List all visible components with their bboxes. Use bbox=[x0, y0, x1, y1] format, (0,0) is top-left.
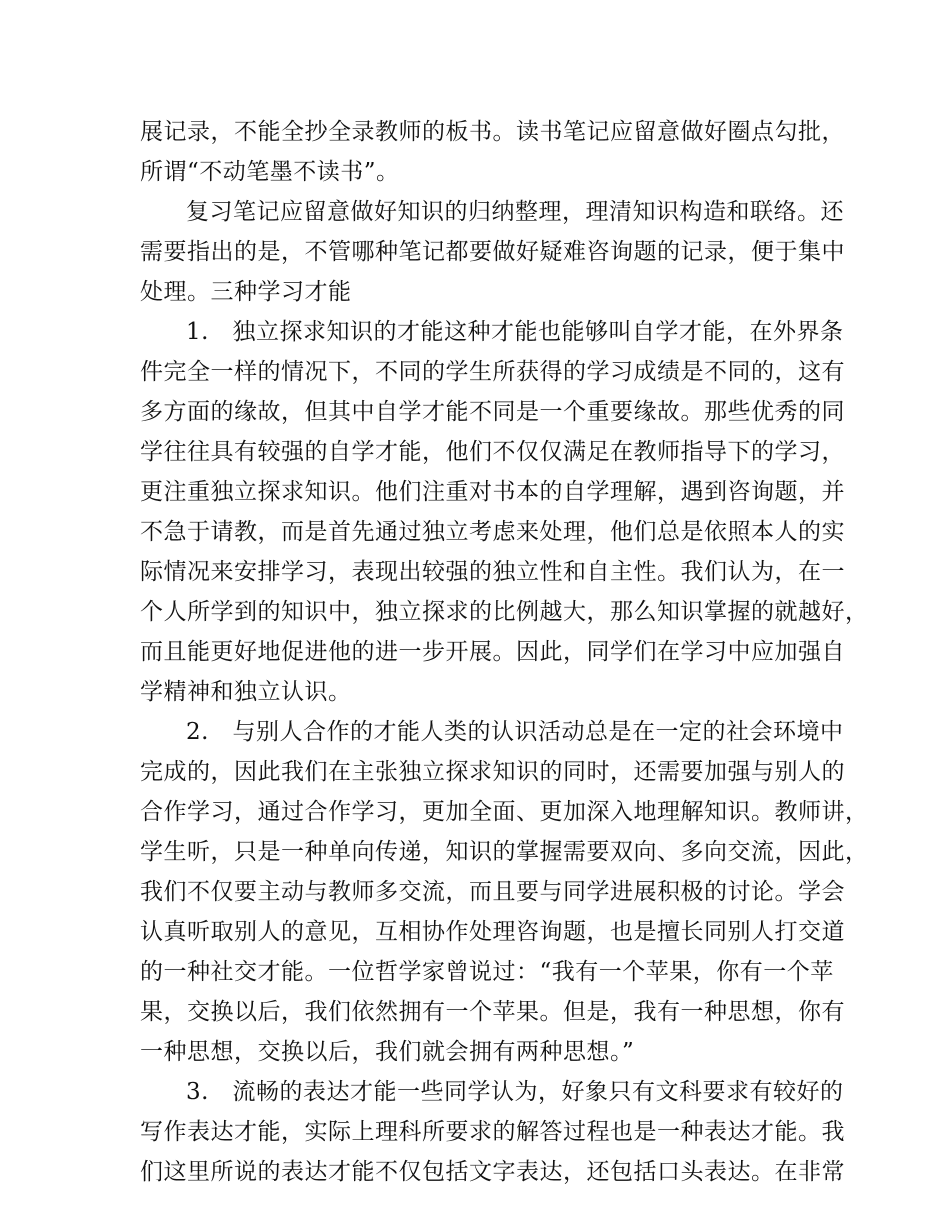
text-line: 认真听取别人的意见，互相协作处理咨询题，也是擅长同别人打交道 bbox=[140, 919, 845, 945]
text-line: 展记录，不能全抄全录教师的板书。读书笔记应留意做好圈点勾批， bbox=[140, 119, 845, 145]
paragraph-item-2 bbox=[140, 712, 869, 1072]
text-line: 一种思想，交换以后，我们就会拥有两种思想。” bbox=[140, 1039, 635, 1065]
paragraph-item-3 bbox=[140, 1072, 845, 1192]
text-line: 件完全一样的情况下，不同的学生所获得的学习成绩是不同的，这有 bbox=[140, 359, 845, 385]
text-line: 需要指出的是，不管哪种笔记都要做好疑难咨询题的记录，便于集中 bbox=[140, 239, 845, 265]
text-line: 写作表达才能，实际上理科所要求的解答过程也是一种表达才能。我 bbox=[140, 1119, 845, 1145]
text-line: 多方面的缘故，但其中自学才能不同是一个重要缘故。那些优秀的同 bbox=[140, 399, 845, 425]
text-line: 合作学习，通过合作学习，更加全面、更加深入地理解知识。教师讲， bbox=[140, 799, 869, 825]
text-line: 的一种社交才能。一位哲学家曾说过：“我有一个苹果，你有一个苹 bbox=[140, 959, 834, 985]
text-line: 学生听，只是一种单向传递，知识的掌握需要双向、多向交流，因此， bbox=[140, 839, 869, 865]
text-line: 2. 与别人合作的才能人类的认识活动总是在一定的社会环境中 bbox=[186, 719, 844, 745]
paragraph-continuation bbox=[140, 112, 845, 192]
text-line: 学精神和独立认识。 bbox=[140, 679, 352, 705]
text-line: 个人所学到的知识中，独立探求的比例越大，那么知识掌握的就越好， bbox=[140, 599, 869, 625]
text-line: 际情况来安排学习，表现出较强的独立性和自主性。我们认为，在一 bbox=[140, 559, 845, 585]
text-line: 1. 独立探求知识的才能这种才能也能够叫自学才能，在外界条 bbox=[186, 319, 844, 345]
text-line: 我们不仅要主动与教师多交流，而且要与同学进展积极的讨论。学会 bbox=[140, 879, 845, 905]
text-line: 处理。三种学习才能 bbox=[140, 279, 352, 305]
text-line: 完成的，因此我们在主张独立探求知识的同时，还需要加强与别人的 bbox=[140, 759, 845, 785]
text-line: 果，交换以后，我们依然拥有一个苹果。但是，我有一种思想，你有 bbox=[140, 999, 845, 1025]
text-line: 复习笔记应留意做好知识的归纳整理，理清知识构造和联络。还 bbox=[186, 199, 844, 225]
paragraph-item-1 bbox=[140, 312, 869, 712]
text-line: 学往往具有较强的自学才能，他们不仅仅满足在教师指导下的学习， bbox=[140, 439, 845, 465]
text-line: 不急于请教，而是首先通过独立考虑来处理，他们总是依照本人的实 bbox=[140, 519, 845, 545]
text-line: 3. 流畅的表达才能一些同学认为，好象只有文科要求有较好的 bbox=[186, 1079, 844, 1105]
text-line: 而且能更好地促进他的进一步开展。因此，同学们在学习中应加强自 bbox=[140, 639, 845, 665]
text-line: 所谓“不动笔墨不读书”。 bbox=[140, 159, 400, 185]
text-line: 们这里所说的表达才能不仅包括文字表达，还包括口头表达。在非常 bbox=[140, 1159, 845, 1185]
text-line: 更注重独立探求知识。他们注重对书本的自学理解，遇到咨询题，并 bbox=[140, 479, 845, 505]
paragraph-review-notes bbox=[140, 192, 845, 312]
